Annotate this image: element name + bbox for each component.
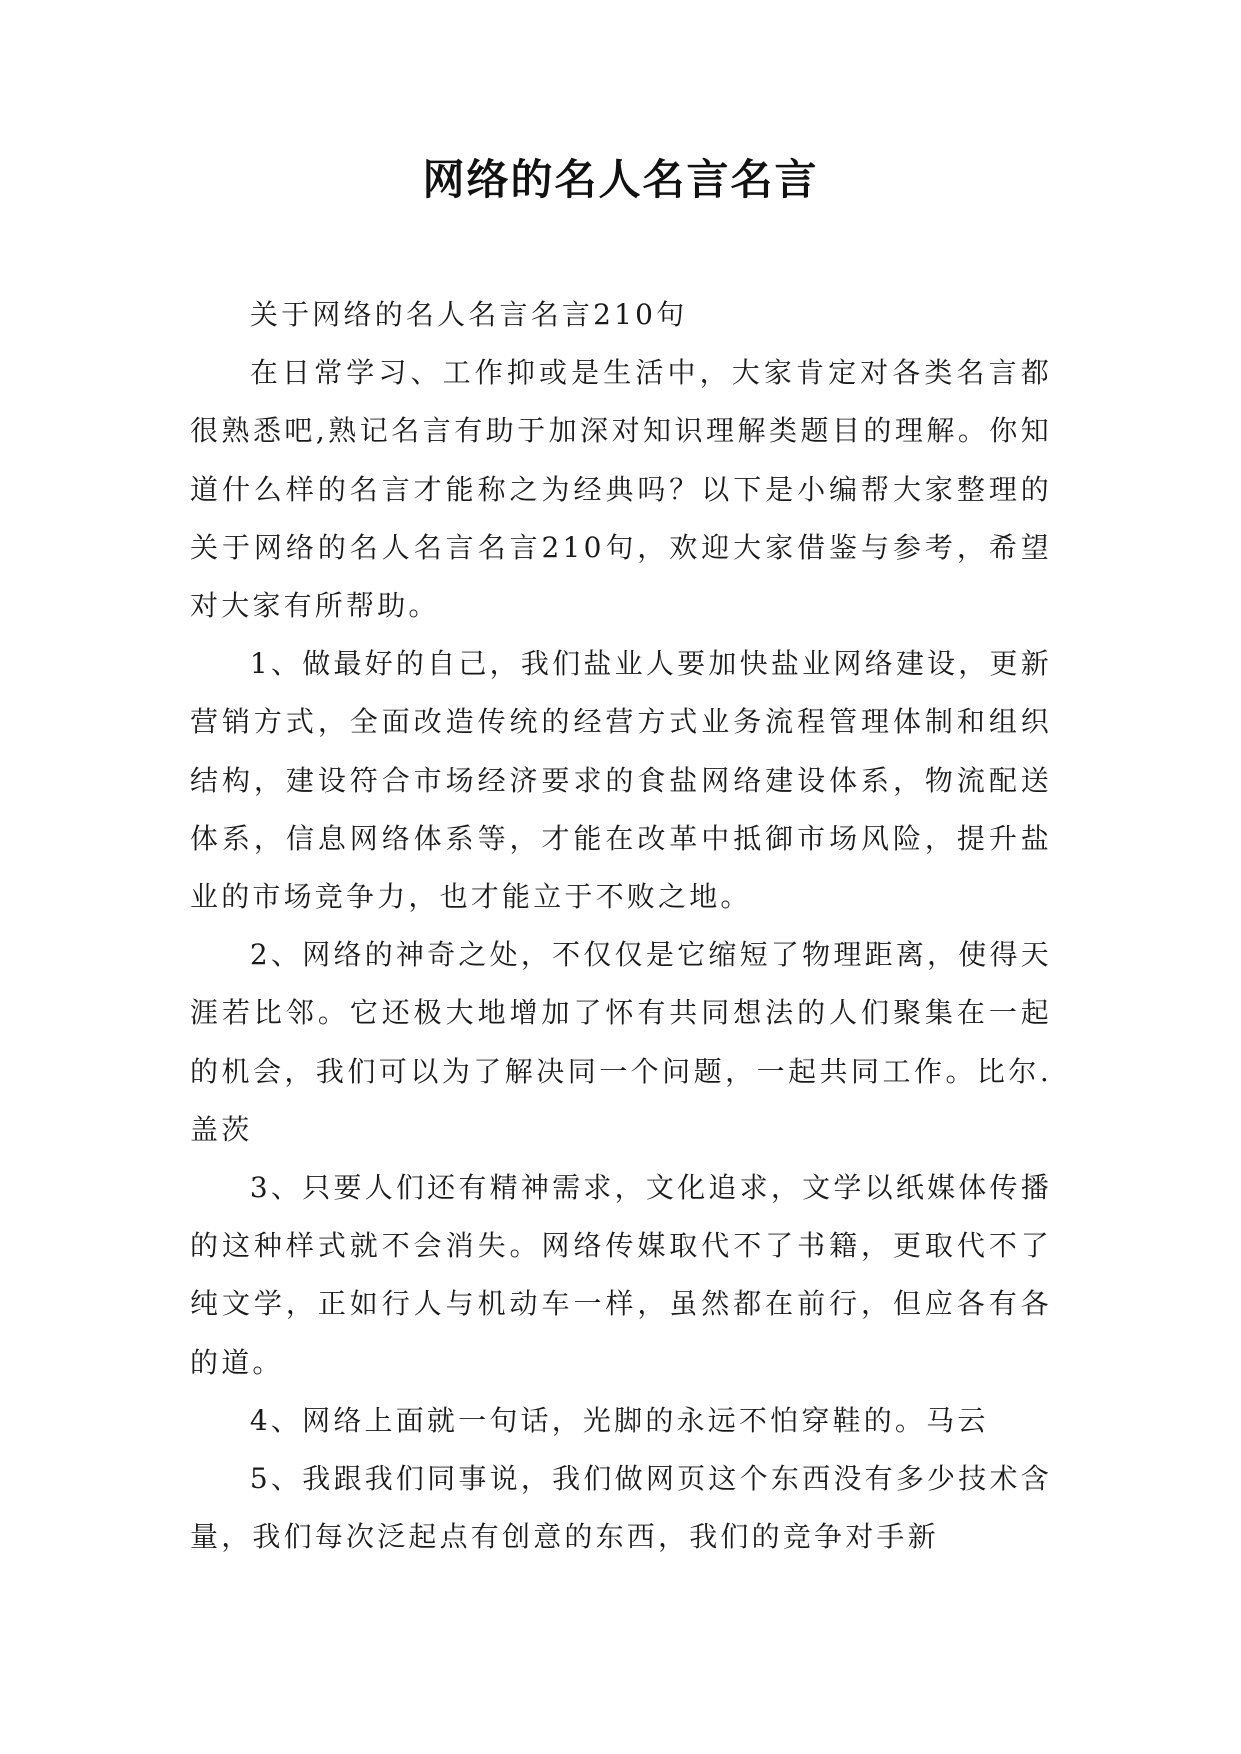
- document-body: [190, 286, 1052, 1566]
- paragraph-intro: 在日常学习、工作抑或是生活中，大家肯定对各类名言都很熟悉吧,熟记名言有助于加深对知识理解类题目的理解。你知道什么样的名言才能称之为经典吗？以下是小编帮大家整理的关于网络的名人名言名言210句，欢迎大家借鉴与参考，希望对大家有所帮助。: [190, 356, 1052, 623]
- paragraph-quote-2: 2、网络的神奇之处，不仅仅是它缩短了物理距离，使得天涯若比邻。它还极大地增加了怀有共同想法的人们聚集在一起的机会，我们可以为了解决同一个问题，一起共同工作。比尔.盖茨: [190, 938, 1052, 1146]
- paragraph-subtitle: 关于网络的名人名言名言210句: [249, 298, 688, 331]
- paragraph-quote-4: 4、网络上面就一句话，光脚的永远不怕穿鞋的。马云: [249, 1403, 989, 1437]
- paragraph-quote-1: 1、做最好的自己，我们盐业人要加快盐业网络建设，更新营销方式，全面改造传统的经营方式业务流程管理体制和组织结构，建设符合市场经济要求的食盐网络建设体系，物流配送体系，信息网络体系等，才能在改革中抵御市场风险，提升盐业的市场竞争力，也才能立于不败之地。: [190, 647, 1052, 914]
- paragraph-quote-3: 3、只要人们还有精神需求，文化追求，文学以纸媒体传播的这种样式就不会消失。网络传媒取代不了书籍，更取代不了纯文学，正如行人与机动车一样，虽然都在前行，但应各有各的道。: [190, 1171, 1052, 1379]
- paragraph-quote-5: 5、我跟我们同事说，我们做网页这个东西没有多少技术含量，我们每次泛起点有创意的东西，我们的竞争对手新: [190, 1462, 1052, 1554]
- document-title: 网络的名人名言名言: [422, 155, 819, 204]
